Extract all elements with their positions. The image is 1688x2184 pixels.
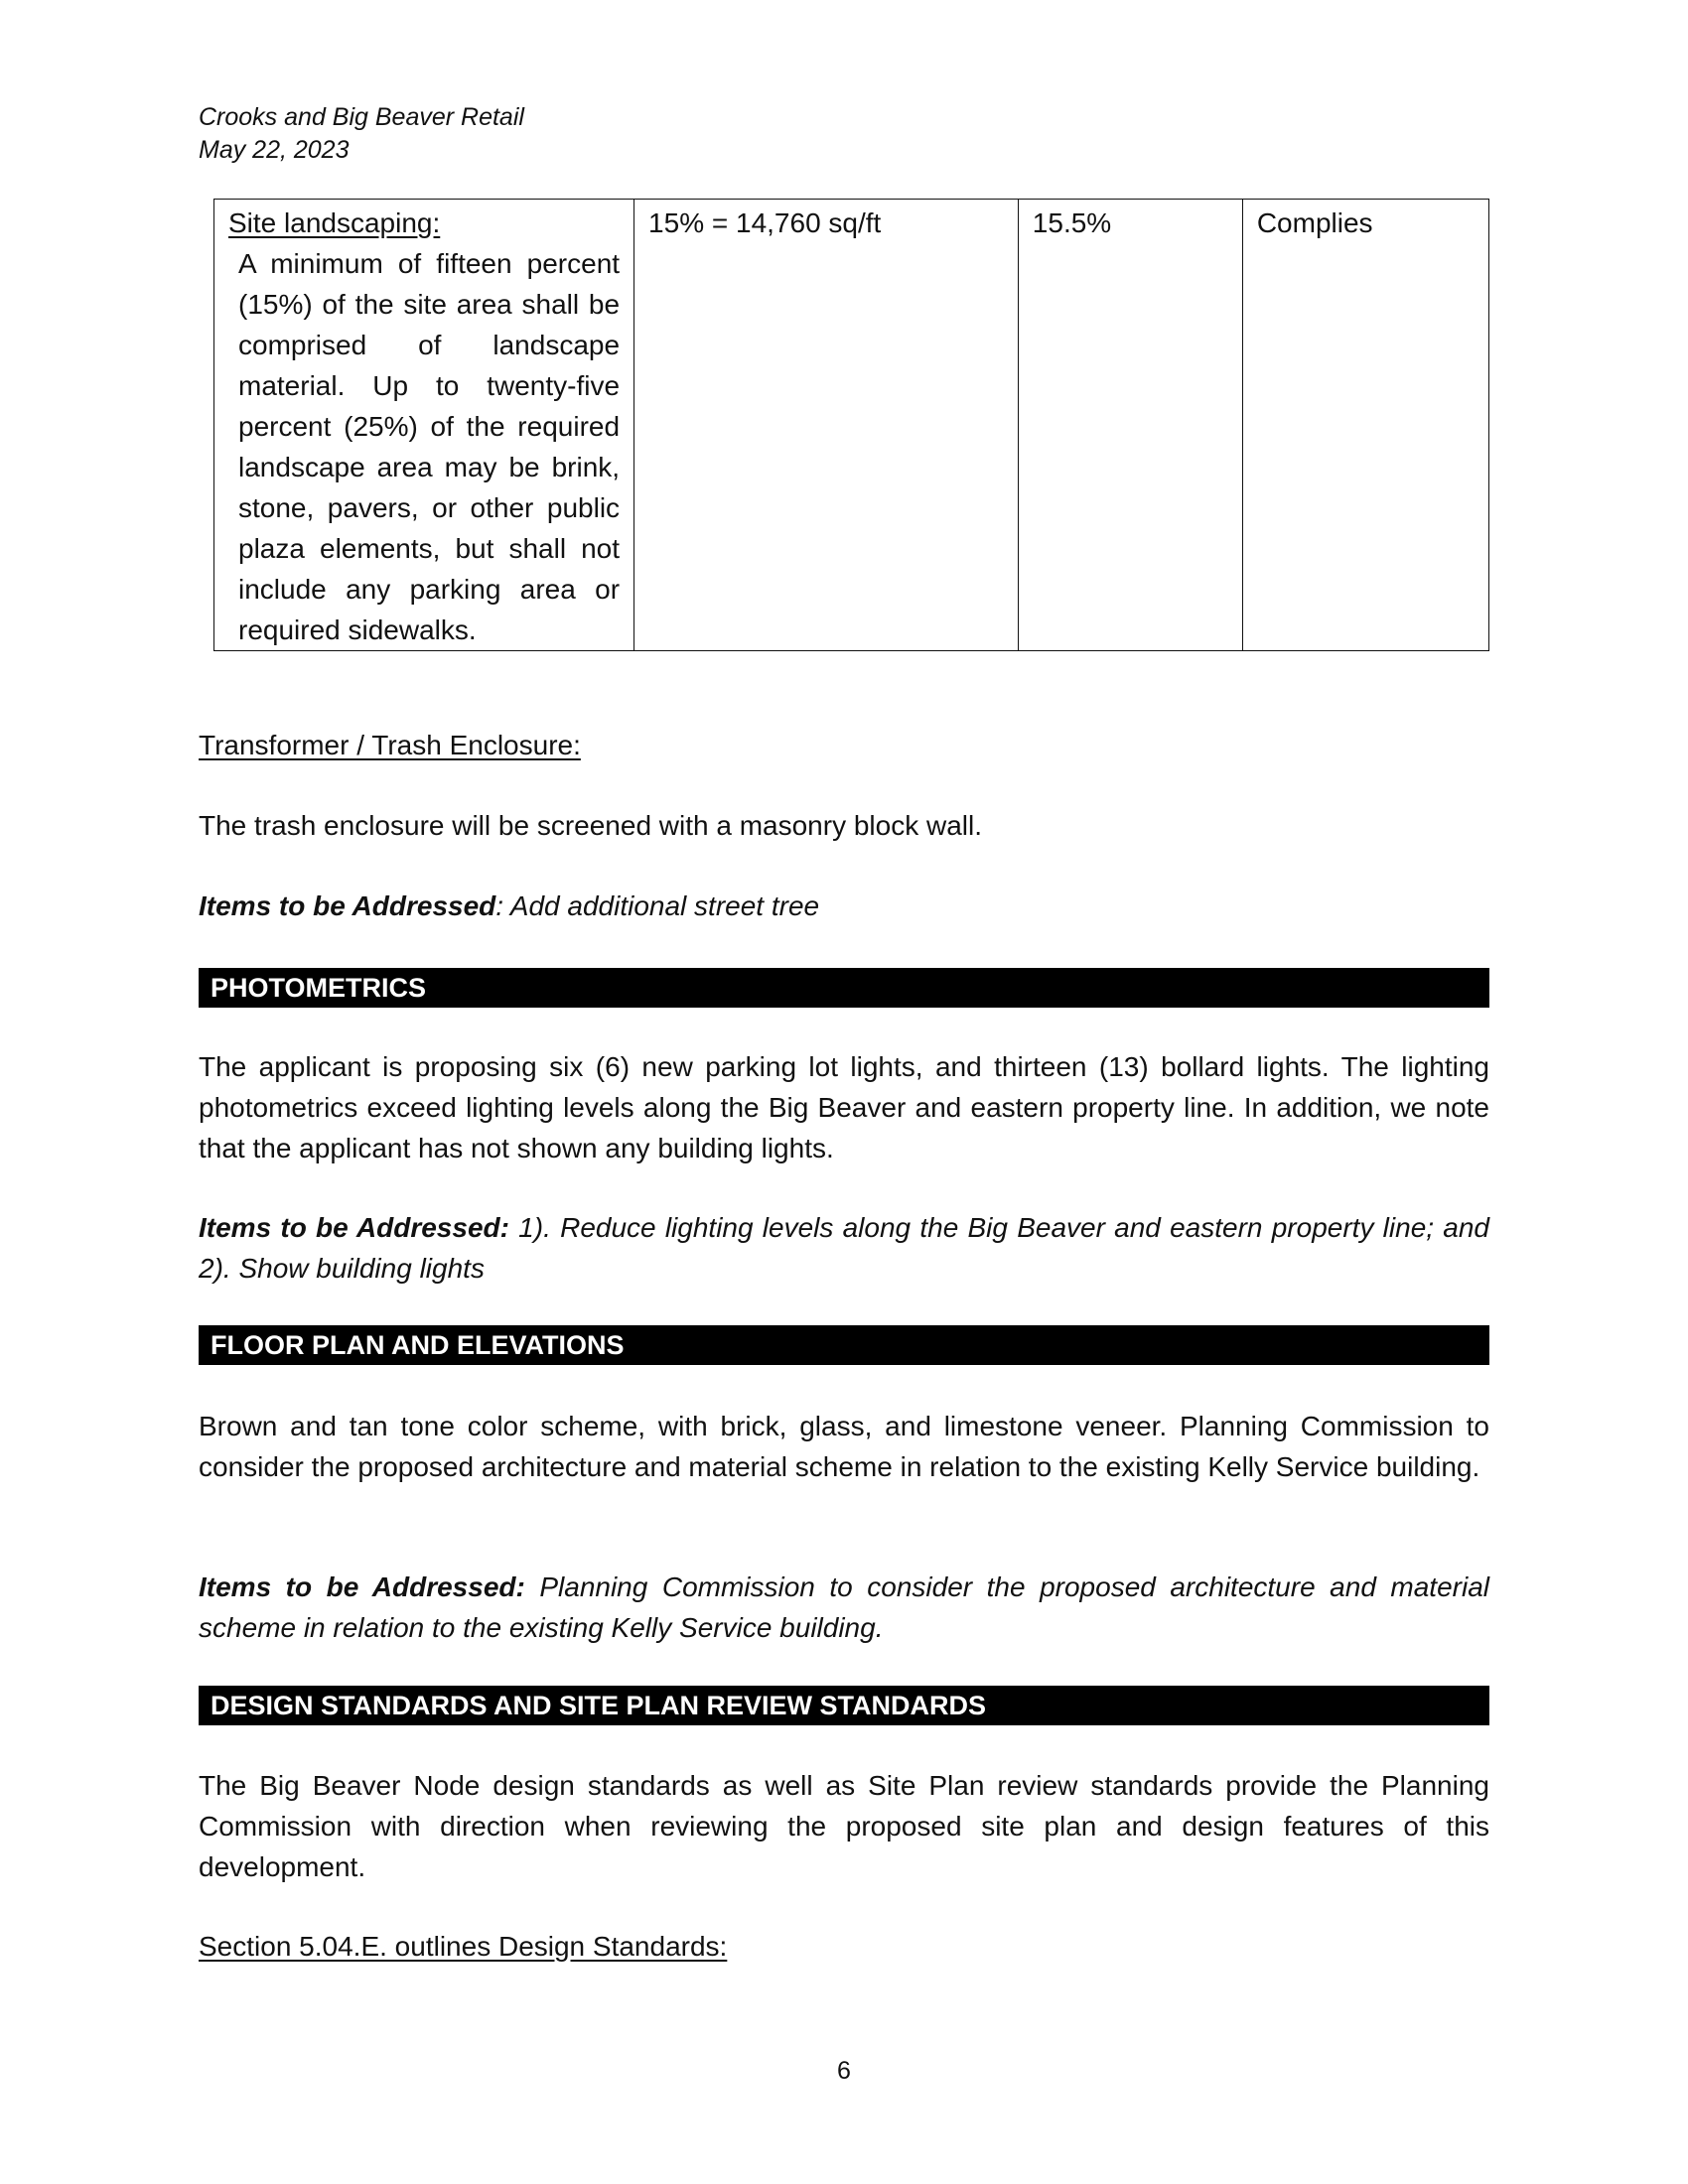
transformer-heading: Transformer / Trash Enclosure:: [199, 730, 581, 760]
floor-plan-text: Brown and tan tone color scheme, with brick, glass, and limestone veneer. Planning Commission to consider the proposed architecture and material scheme in relation to the existing Kelly Service building.: [199, 1411, 1489, 1482]
items-text: 1). Reduce lighting levels along the Big Beaver and eastern property line; and 2). Show building lights: [199, 1212, 1489, 1284]
floor-plan-section-bar: FLOOR PLAN AND ELEVATIONS: [199, 1325, 1489, 1365]
compliance-cell: Complies: [1242, 200, 1488, 651]
photometrics-items: [199, 1207, 1489, 1289]
required-cell: 15% = 14,760 sq/ft: [634, 200, 1019, 651]
header-project: Crooks and Big Beaver Retail: [199, 103, 524, 131]
design-standards-text: The Big Beaver Node design standards as well as Site Plan review standards provide the Planning Commission with direction when reviewing the proposed site plan and design features of this development.: [199, 1770, 1489, 1882]
header-date: May 22, 2023: [199, 136, 350, 164]
document-page: [199, 0, 1489, 2184]
page-number: 6: [837, 2057, 851, 2085]
photometrics-section-bar: PHOTOMETRICS: [199, 968, 1489, 1008]
items-text: : Add additional street tree: [495, 890, 820, 921]
photometrics-text: The applicant is proposing six (6) new parking lot lights, and thirteen (13) bollard lights. The lighting photometrics exceed lighting levels along the Big Beaver and eastern property line. In addition, we note that the applicant has not shown any building lights.: [199, 1051, 1489, 1163]
requirement-cell: [214, 200, 634, 651]
requirement-text: A minimum of fifteen percent (15%) of the site area shall be comprised of landscape material. Up to twenty-five percent (25%) of the required landscape area may be brink, stone, pavers, or other public plaza elements, but shall not include any parking area or required sidewalks.: [238, 248, 621, 645]
floor-plan-items: [199, 1567, 1489, 1648]
items-label: Items to be Addressed:: [199, 1571, 525, 1602]
transformer-text: The trash enclosure will be screened with a masonry block wall.: [199, 810, 983, 841]
items-label: Items to be Addressed: [199, 890, 496, 921]
items-text: Planning Commission to consider the proposed architecture and material scheme in relation to the existing Kelly Service building.: [199, 1571, 1489, 1643]
requirements-table: [213, 199, 1489, 651]
items-label: Items to be Addressed:: [199, 1212, 509, 1243]
section-link: Section 5.04.E. outlines Design Standards:: [199, 1931, 728, 1962]
table-row: [214, 200, 1489, 651]
transformer-items: [199, 886, 1489, 926]
design-standards-section-bar: DESIGN STANDARDS AND SITE PLAN REVIEW STANDARDS: [199, 1686, 1489, 1725]
requirement-title: Site landscaping:: [228, 207, 441, 238]
provided-cell: 15.5%: [1018, 200, 1242, 651]
